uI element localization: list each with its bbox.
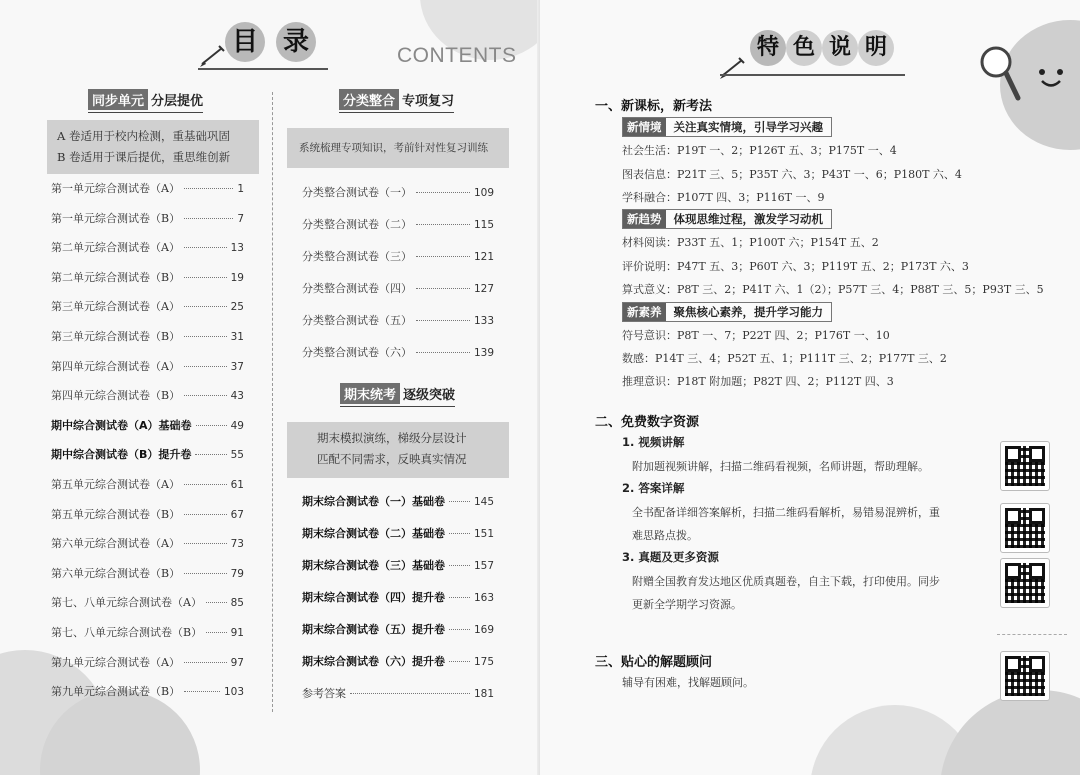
toc-leader-dots: [184, 218, 233, 219]
toc-item-page: 79: [230, 567, 244, 580]
toc-item[interactable]: [51, 535, 244, 565]
toc-item-page: 1: [237, 183, 244, 195]
title-char: 说: [822, 30, 858, 66]
toc-item-page: 103: [223, 686, 244, 699]
pencil-icon: [198, 42, 228, 68]
toc-item[interactable]: [302, 557, 494, 589]
info-line: A 卷适用于校内检测，重基础巩固: [57, 129, 230, 143]
toc-leader-dots: [184, 306, 227, 307]
decor-blob: [940, 690, 1080, 775]
toc-item-page: 43: [230, 390, 244, 403]
toc-item-title: 第六单元综合测试卷（B）: [51, 566, 181, 580]
toc-leader-dots: [206, 632, 227, 633]
toc-item-title: 第一单元综合测试卷（B）: [51, 211, 181, 225]
toc-leader-dots: [184, 336, 227, 337]
heading-tag: 同步单元: [88, 89, 148, 110]
toc-item-page: 157: [473, 560, 494, 572]
tag-key: 新趋势: [623, 210, 666, 228]
toc-item-title: 期末综合测试卷（一）基础卷: [302, 495, 445, 508]
toc-item[interactable]: [51, 269, 244, 299]
toc-item-title: 分类整合测试卷（三）: [302, 250, 412, 263]
toc-item[interactable]: [51, 476, 244, 506]
toc-item-page: 73: [230, 538, 244, 551]
toc-item[interactable]: [51, 358, 244, 388]
qr-code-icon[interactable]: [1000, 651, 1050, 701]
toc-item[interactable]: [51, 239, 244, 269]
toc-item-title: 参考答案: [302, 687, 346, 700]
feature-line: 学科融合：P107T 四、3；P116T 一、9: [622, 191, 825, 204]
section-heading-final: [340, 383, 455, 407]
toc-item-title: 第二单元综合测试卷（A）: [51, 241, 180, 255]
toc-item-title: 第三单元综合测试卷（A）: [51, 300, 180, 314]
heading-tag: 分类整合: [339, 89, 399, 110]
section-heading-1: 一、新课标，新考法: [595, 99, 713, 114]
feature-line: 图表信息：P21T 三、5；P35T 六、3；P43T 一、6；P180T 六、4: [622, 168, 962, 181]
toc-leader-dots: [184, 395, 227, 396]
advisor-line: 辅导有困难，找解题顾问。: [622, 676, 754, 689]
toc-item-title: 第三单元综合测试卷（B）: [51, 329, 181, 343]
toc-item-title: 分类整合测试卷（二）: [302, 218, 412, 231]
toc-item-title: 期末综合测试卷（二）基础卷: [302, 527, 445, 540]
toc-item-title: 分类整合测试卷（六）: [302, 346, 412, 359]
toc-item-title: 第七、八单元综合测试卷（B）: [51, 625, 203, 639]
toc-item-page: 13: [230, 242, 244, 255]
toc-item[interactable]: [302, 493, 494, 525]
feature-line: 社会生活：P19T 一、2；P126T 五、3；P175T 一、4: [622, 144, 897, 157]
toc-item-title: 第七、八单元综合测试卷（A）: [51, 596, 202, 610]
info-line: 期末模拟演练，梯级分层设计: [317, 431, 467, 445]
resource-line: 附赠全国教育发达地区优质真题卷，自主下载，打印使用。同步: [632, 575, 940, 588]
toc-leader-dots: [184, 277, 227, 278]
toc-item-title: 第六单元综合测试卷（A）: [51, 537, 180, 551]
magnifier-icon: [978, 44, 1022, 104]
column-divider: [272, 92, 273, 712]
toc-leader-dots: [416, 320, 470, 321]
qr-code-icon[interactable]: [1000, 503, 1050, 553]
toc-item[interactable]: [51, 298, 244, 328]
toc-item[interactable]: [51, 417, 244, 447]
toc-leader-dots: [184, 514, 227, 515]
toc-item-page: 55: [230, 449, 244, 462]
toc-leader-dots: [449, 629, 470, 630]
toc-leader-dots: [449, 565, 470, 566]
toc-item[interactable]: [302, 685, 494, 717]
resource-line: 难思路点拨。: [632, 529, 698, 542]
toc-item-title: 第五单元综合测试卷（A）: [51, 477, 180, 491]
toc-leader-dots: [416, 256, 470, 257]
toc-item-page: 37: [230, 360, 244, 373]
title-char: 目: [225, 22, 265, 62]
toc-item-title: 第四单元综合测试卷（A）: [51, 359, 180, 373]
qr-code-icon[interactable]: [1000, 441, 1050, 491]
toc-leader-dots: [184, 573, 227, 574]
qr-code-icon[interactable]: [1000, 558, 1050, 608]
toc-item[interactable]: [51, 387, 244, 417]
toc-item[interactable]: [302, 621, 494, 653]
toc-list-units: [51, 180, 244, 713]
toc-leader-dots: [449, 533, 470, 534]
toc-leader-dots: [449, 661, 470, 662]
info-line: 匹配不同需求，反映真实情况: [317, 452, 467, 466]
toc-leader-dots: [206, 602, 227, 603]
tag-value: 体现思维过程，激发学习动机: [673, 212, 823, 226]
toc-item-page: 121: [473, 251, 494, 263]
info-line: B 卷适用于课后提优，重思维创新: [57, 150, 231, 164]
toc-leader-dots: [350, 693, 470, 694]
tag-new-trend: [622, 209, 832, 229]
tag-value: 关注真实情境，引导学习兴趣: [673, 120, 823, 134]
toc-leader-dots: [184, 691, 220, 692]
toc-leader-dots: [416, 288, 470, 289]
toc-item-page: 97: [230, 656, 244, 669]
resource-line: 全书配备详细答案解析，扫描二维码看解析，易错易混辨析，重: [632, 506, 940, 519]
tag-key: 新情境: [623, 118, 666, 136]
info-box-category: [287, 128, 509, 168]
feature-line: 算式意义：P8T 三、2；P41T 六、1（2）；P57T 三、4；P88T 三、5；P93T 三、5: [622, 283, 1044, 296]
toc-item[interactable]: [51, 328, 244, 358]
tag-new-situation: [622, 117, 832, 137]
toc-leader-dots: [416, 224, 470, 225]
toc-item[interactable]: [302, 184, 494, 216]
resource-line: 附加题视频讲解，扫描二维码看视频，名师讲题，帮助理解。: [632, 460, 929, 473]
toc-leader-dots: [416, 352, 470, 353]
toc-item-page: 175: [473, 656, 494, 668]
toc-item-page: 127: [473, 283, 494, 295]
toc-item-page: 49: [230, 419, 244, 432]
toc-item-title: 期末综合测试卷（三）基础卷: [302, 559, 445, 572]
toc-item[interactable]: [51, 565, 244, 595]
toc-item-page: 145: [473, 496, 494, 508]
toc-item-page: 163: [473, 592, 494, 604]
toc-item[interactable]: [51, 180, 244, 210]
toc-item-page: 109: [473, 187, 494, 199]
toc-item-title: 分类整合测试卷（四）: [302, 282, 412, 295]
toc-item[interactable]: [51, 594, 244, 624]
feature-line: 评价说明：P47T 五、3；P60T 六、3；P119T 五、2；P173T 六、3: [622, 260, 969, 273]
toc-item[interactable]: [302, 216, 494, 248]
section-heading-2: 二、免费数字资源: [595, 415, 700, 430]
resource-title: 3. 真题及更多资源: [622, 550, 719, 564]
toc-item-page: 31: [230, 330, 244, 343]
toc-item[interactable]: [302, 589, 494, 621]
toc-item[interactable]: [51, 446, 244, 476]
title-char: 录: [276, 22, 316, 62]
toc-item-title: 第二单元综合测试卷（B）: [51, 270, 181, 284]
toc-item-page: 139: [473, 347, 494, 359]
toc-item-title: 第四单元综合测试卷（B）: [51, 389, 181, 403]
toc-item[interactable]: [302, 280, 494, 312]
heading-text: 分层提优: [151, 94, 204, 109]
resource-title: 1. 视频讲解: [622, 435, 685, 449]
heading-tag: 期末统考: [340, 383, 400, 404]
toc-item-title: 期中综合测试卷（B）提升卷: [51, 448, 192, 462]
toc-item-page: 7: [237, 212, 244, 225]
section-heading-category: [339, 89, 454, 113]
heading-text: 专项复习: [402, 94, 455, 109]
toc-item-page: 115: [473, 219, 494, 231]
toc-item-page: 19: [230, 271, 244, 284]
toc-leader-dots: [184, 366, 227, 367]
tag-key: 新素养: [623, 303, 666, 321]
right-page-features: [540, 0, 1080, 775]
smiley-icon: [1030, 62, 1075, 97]
toc-item[interactable]: [302, 653, 494, 685]
toc-item-title: 期末综合测试卷（五）提升卷: [302, 623, 445, 636]
toc-item[interactable]: [302, 344, 494, 376]
toc-item-page: 25: [230, 301, 244, 314]
toc-item[interactable]: [51, 683, 244, 713]
title-char: 明: [858, 30, 894, 66]
info-box-ab: [47, 120, 259, 174]
toc-item-title: 分类整合测试卷（一）: [302, 186, 412, 199]
toc-item-title: 期末综合测试卷（四）提升卷: [302, 591, 445, 604]
toc-item-page: 133: [473, 315, 494, 327]
toc-item-title: 期末综合测试卷（六）提升卷: [302, 655, 445, 668]
toc-leader-dots: [449, 597, 470, 598]
contents-label: CONTENTS: [397, 44, 517, 67]
tag-value: 聚焦核心素养，提升学习能力: [673, 305, 823, 319]
pencil-icon: [718, 54, 748, 80]
toc-leader-dots: [184, 247, 227, 248]
toc-item[interactable]: [51, 506, 244, 536]
feature-line: 符号意识：P8T 一、7；P22T 四、2；P176T 一、10: [622, 329, 890, 342]
section-heading-sync: [88, 89, 203, 113]
toc-list-final: [302, 493, 494, 717]
toc-item-page: 67: [230, 508, 244, 521]
toc-item-title: 第五单元综合测试卷（B）: [51, 507, 181, 521]
feature-line: 材料阅读：P33T 五、1；P100T 六；P154T 五、2: [622, 236, 879, 249]
toc-leader-dots: [196, 425, 227, 426]
resource-line: 更新全学期学习资源。: [632, 598, 742, 611]
toc-leader-dots: [449, 501, 470, 502]
toc-item-page: 91: [230, 626, 244, 639]
section-heading-3: 三、贴心的解题顾问: [595, 655, 713, 670]
toc-item-page: 169: [473, 624, 494, 636]
toc-item-title: 第一单元综合测试卷（A）: [51, 182, 180, 195]
toc-leader-dots: [184, 484, 227, 485]
toc-item-page: 61: [230, 478, 244, 491]
info-box-final: [287, 422, 509, 478]
toc-leader-dots: [184, 188, 233, 189]
toc-leader-dots: [184, 543, 227, 544]
toc-item[interactable]: [302, 525, 494, 557]
title-char: 特: [750, 30, 786, 66]
toc-item[interactable]: [302, 312, 494, 344]
toc-item[interactable]: [51, 624, 244, 654]
toc-item-page: 151: [473, 528, 494, 540]
toc-leader-dots: [195, 454, 226, 455]
toc-list-category: [302, 184, 494, 376]
toc-item-title: 第九单元综合测试卷（B）: [51, 685, 181, 699]
toc-item-title: 期中综合测试卷（A）基础卷: [51, 418, 192, 432]
toc-item[interactable]: [51, 654, 244, 684]
feature-line: 数感：P14T 三、4；P52T 五、1；P111T 三、2；P177T 三、2: [622, 352, 947, 365]
tag-new-literacy: [622, 302, 832, 322]
toc-leader-dots: [416, 192, 470, 193]
toc-leader-dots: [184, 662, 227, 663]
title-char: 色: [786, 30, 822, 66]
feature-line: 推理意识：P18T 附加题；P82T 四、2；P112T 四、3: [622, 375, 894, 388]
title-underline: [198, 68, 328, 70]
toc-item-page: 85: [230, 597, 244, 610]
toc-item-page: 181: [473, 688, 494, 700]
toc-item[interactable]: [51, 210, 244, 240]
toc-item-title: 第九单元综合测试卷（A）: [51, 655, 180, 669]
separator: [997, 634, 1067, 635]
resource-title: 2. 答案详解: [622, 481, 685, 495]
info-line: 系统梳理专项知识，考前针对性复习训练: [299, 142, 488, 154]
heading-text: 逐级突破: [403, 388, 456, 403]
title-underline: [720, 74, 905, 76]
toc-item[interactable]: [302, 248, 494, 280]
toc-item-title: 分类整合测试卷（五）: [302, 314, 412, 327]
